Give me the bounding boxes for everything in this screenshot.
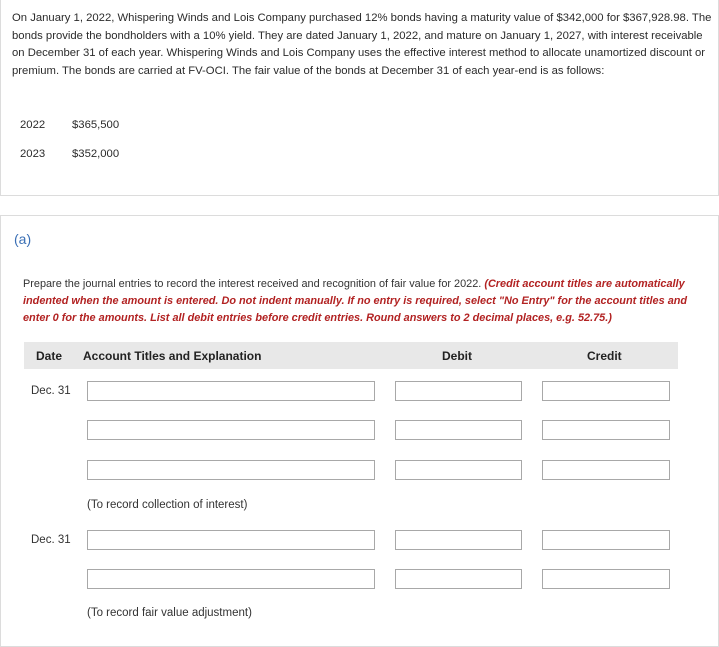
header-debit: Debit	[442, 349, 472, 363]
credit-input[interactable]	[542, 460, 670, 480]
fair-value-amount: $365,500	[72, 119, 120, 131]
entry-date: Dec. 31	[31, 534, 71, 546]
problem-statement-panel	[0, 0, 719, 196]
account-title-input[interactable]	[87, 381, 375, 401]
fair-value-row-2023	[20, 148, 119, 160]
credit-input[interactable]	[542, 381, 670, 401]
account-title-input[interactable]	[87, 530, 375, 550]
journal-table-header	[24, 342, 678, 369]
part-a-instructions	[23, 276, 703, 327]
entry-date: Dec. 31	[31, 385, 71, 397]
debit-input[interactable]	[395, 420, 522, 440]
problem-text: On January 1, 2022, Whispering Winds and Lois Company purchased 12% bonds having a maturity value of $342,000 for $367,928.98. The bonds provide the bondholders with a 10% yield. They are dated January 1, 2022, and mature on January 1, 2027, with interest receivable on December 31 of each year. Whispering Winds and Lois Company uses the effective interest method to allocate unamortized discount or premium. The bonds are carried at FV-OCI. The fair value of the bonds at December 31 of each year-end is as follows:	[12, 12, 712, 78]
header-account: Account Titles and Explanation	[83, 349, 262, 363]
credit-input[interactable]	[542, 420, 670, 440]
part-a-label: (a)	[14, 231, 32, 247]
debit-input[interactable]	[395, 569, 522, 589]
fair-value-amount: $352,000	[72, 148, 120, 160]
entry-explanation: (To record collection of interest)	[87, 499, 248, 511]
credit-input[interactable]	[542, 530, 670, 550]
instruction-text: Prepare the journal entries to record the interest received and recognition of fair value for 2022.	[23, 278, 485, 290]
account-title-input[interactable]	[87, 460, 375, 480]
entry-explanation: (To record fair value adjustment)	[87, 607, 252, 619]
fair-value-year: 2023	[20, 148, 46, 160]
debit-input[interactable]	[395, 460, 522, 480]
account-title-input[interactable]	[87, 569, 375, 589]
fair-value-year: 2022	[20, 119, 46, 131]
account-title-input[interactable]	[87, 420, 375, 440]
part-a-panel	[0, 215, 719, 647]
header-date: Date	[36, 349, 63, 363]
debit-input[interactable]	[395, 530, 522, 550]
debit-input[interactable]	[395, 381, 522, 401]
instruction-note: (Credit account titles are automatically indented when the amount is entered. Do not indent manually. If no entry is required, select "No Entry" for the account titles and enter 0 for the amounts. List all debit entries before credit entries. Round answers to 2 decimal places, e.g. 52.75.)	[23, 278, 688, 324]
credit-input[interactable]	[542, 569, 670, 589]
fair-value-row-2022	[20, 119, 119, 131]
header-credit: Credit	[587, 349, 622, 363]
